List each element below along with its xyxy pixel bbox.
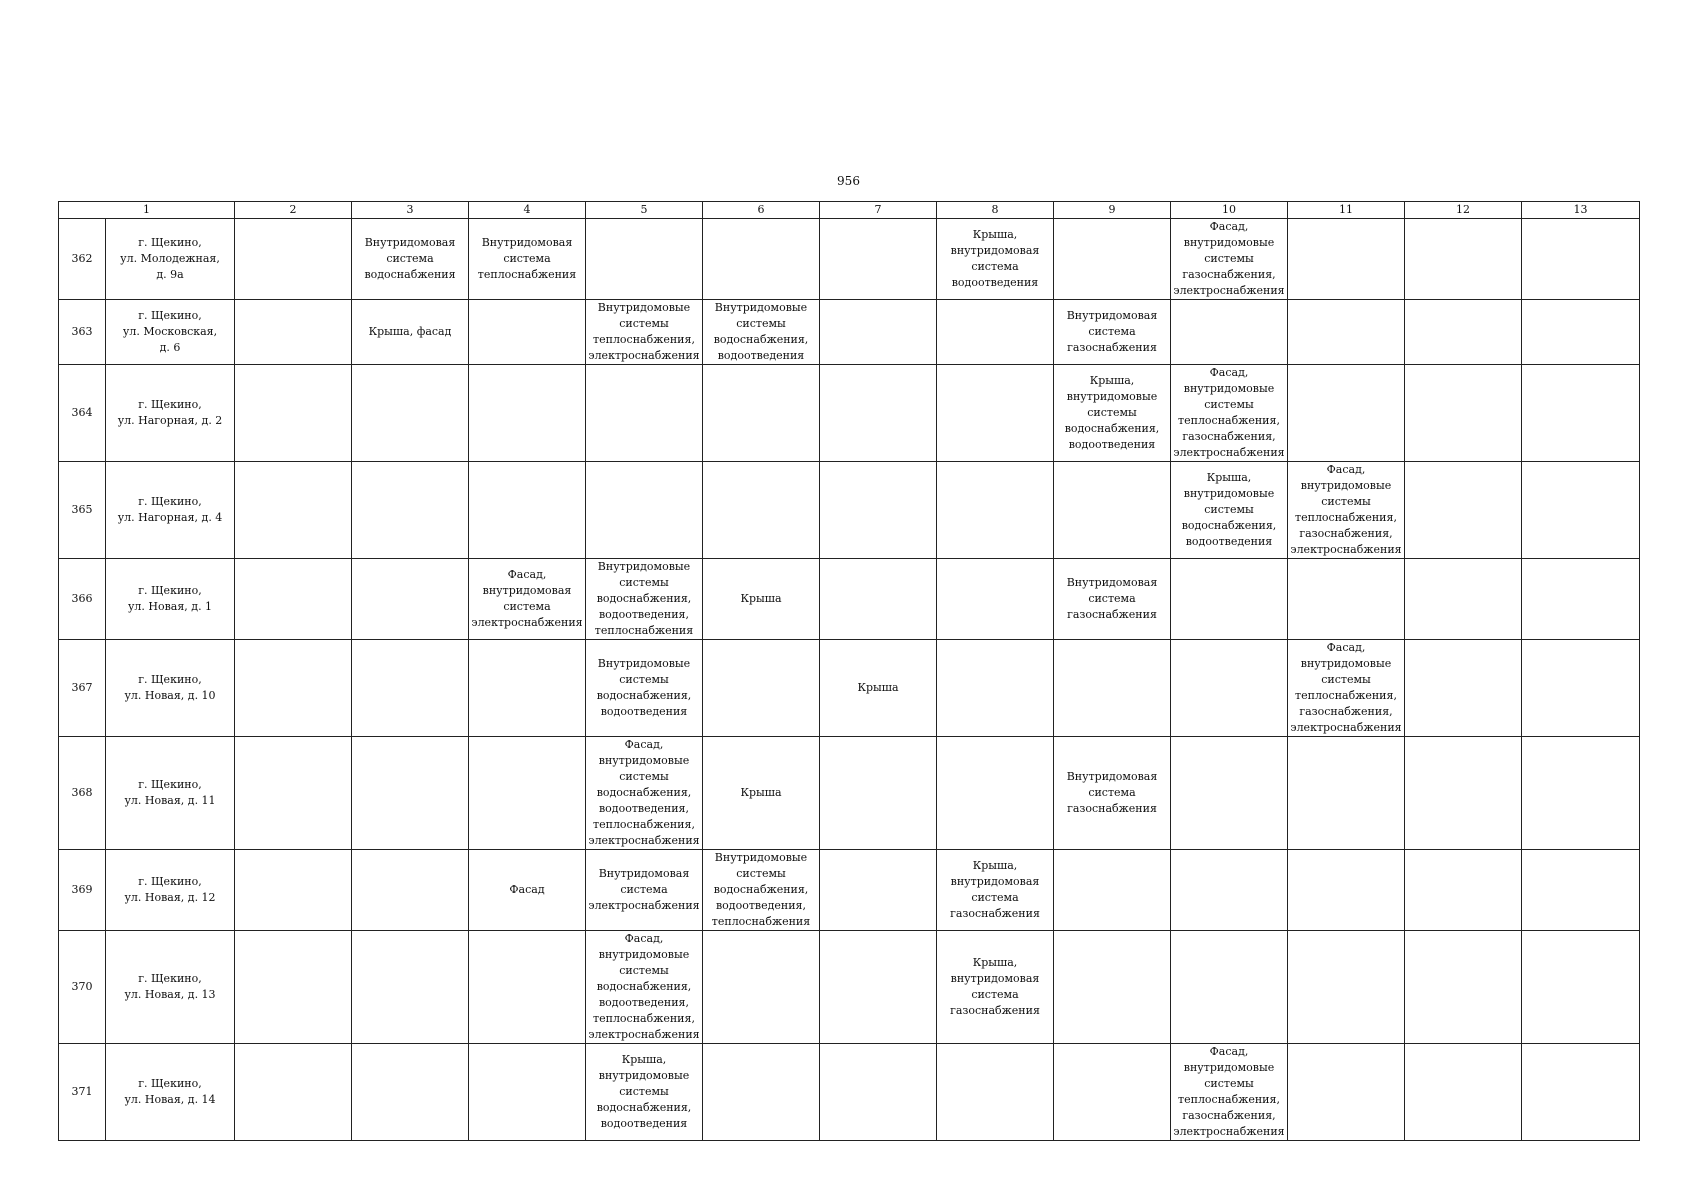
- row-number: 367: [59, 640, 106, 737]
- address-cell: г. Щекино, ул. Новая, д. 14: [106, 1044, 235, 1141]
- table-cell: [1171, 931, 1288, 1044]
- table-cell: [820, 462, 937, 559]
- table-cell: [703, 640, 820, 737]
- address-cell: г. Щекино, ул. Новая, д. 13: [106, 931, 235, 1044]
- address-cell: г. Щекино, ул. Нагорная, д. 2: [106, 365, 235, 462]
- table-cell: [937, 462, 1054, 559]
- column-header: 10: [1171, 202, 1288, 219]
- table-cell: [1405, 640, 1522, 737]
- table-cell: [1288, 300, 1405, 365]
- table-cell: [469, 640, 586, 737]
- table-cell: [469, 300, 586, 365]
- row-number: 362: [59, 219, 106, 300]
- table-cell: [1405, 365, 1522, 462]
- table-cell: [937, 365, 1054, 462]
- row-number: 371: [59, 1044, 106, 1141]
- page-number: 956: [837, 174, 860, 188]
- table-cell: [1054, 462, 1171, 559]
- table-cell: [937, 300, 1054, 365]
- table-row: [59, 850, 1640, 931]
- table-row: [59, 737, 1640, 850]
- table-cell: [1522, 1044, 1640, 1141]
- table-cell: [1522, 559, 1640, 640]
- table-cell: Крыша, внутридомовые системы водоснабжения, водоотведения: [1171, 462, 1288, 559]
- table-cell: [1405, 462, 1522, 559]
- table-cell: [235, 1044, 352, 1141]
- table-row: [59, 365, 1640, 462]
- table-cell: [1405, 559, 1522, 640]
- table-cell: Фасад, внутридомовые системы теплоснабжения, газоснабжения, электроснабжения: [1171, 1044, 1288, 1141]
- column-header: 2: [235, 202, 352, 219]
- table-cell: [1522, 737, 1640, 850]
- table-cell: Внутридомовые системы водоснабжения, водоотведения, теплоснабжения: [586, 559, 703, 640]
- row-number: 370: [59, 931, 106, 1044]
- table-cell: Фасад, внутридомовая система электроснабжения: [469, 559, 586, 640]
- column-header: 12: [1405, 202, 1522, 219]
- table-cell: Крыша, внутридомовые системы водоснабжения, водоотведения: [1054, 365, 1171, 462]
- table-cell: [820, 850, 937, 931]
- row-number: 368: [59, 737, 106, 850]
- column-header: 11: [1288, 202, 1405, 219]
- table-cell: [937, 1044, 1054, 1141]
- table-cell: [703, 462, 820, 559]
- table-row: [59, 931, 1640, 1044]
- table-cell: Внутридомовая система газоснабжения: [1054, 559, 1171, 640]
- column-header: 1: [59, 202, 235, 219]
- table-cell: Крыша: [703, 559, 820, 640]
- table-cell: [1522, 850, 1640, 931]
- table-cell: Крыша: [820, 640, 937, 737]
- column-header: 9: [1054, 202, 1171, 219]
- table-cell: [937, 737, 1054, 850]
- table-cell: Внутридомовая система газоснабжения: [1054, 737, 1171, 850]
- table-cell: [1171, 640, 1288, 737]
- table-cell: Крыша, внутридомовая система газоснабжения: [937, 931, 1054, 1044]
- table-cell: [235, 300, 352, 365]
- table-cell: Внутридомовые системы водоснабжения, водоотведения: [703, 300, 820, 365]
- table-cell: [1522, 300, 1640, 365]
- table-cell: Внутридомовые системы водоснабжения, водоотведения: [586, 640, 703, 737]
- address-cell: г. Щекино, ул. Новая, д. 11: [106, 737, 235, 850]
- table-cell: [1288, 737, 1405, 850]
- table-cell: [1522, 640, 1640, 737]
- table-row: [59, 462, 1640, 559]
- address-cell: г. Щекино, ул. Новая, д. 12: [106, 850, 235, 931]
- column-header: 5: [586, 202, 703, 219]
- table-cell: [1522, 462, 1640, 559]
- table-cell: [235, 365, 352, 462]
- address-cell: г. Щекино, ул. Нагорная, д. 4: [106, 462, 235, 559]
- table-cell: [352, 850, 469, 931]
- table-cell: [469, 931, 586, 1044]
- table-cell: [1054, 850, 1171, 931]
- column-header: 3: [352, 202, 469, 219]
- table-cell: [1288, 850, 1405, 931]
- table-cell: [1288, 219, 1405, 300]
- table-cell: [1171, 559, 1288, 640]
- table-cell: [1288, 1044, 1405, 1141]
- table-cell: [1171, 300, 1288, 365]
- table-cell: [352, 931, 469, 1044]
- table-cell: [820, 931, 937, 1044]
- table-cell: Фасад, внутридомовые системы водоснабжения, водоотведения, теплоснабжения, электроснабжения: [586, 737, 703, 850]
- table-cell: Фасад: [469, 850, 586, 931]
- table-cell: Фасад, внутридомовые системы теплоснабжения, газоснабжения, электроснабжения: [1288, 462, 1405, 559]
- table-cell: Фасад, внутридомовые системы теплоснабжения, газоснабжения, электроснабжения: [1171, 365, 1288, 462]
- table-row: [59, 1044, 1640, 1141]
- table-cell: [1405, 737, 1522, 850]
- table-row: [59, 559, 1640, 640]
- table-cell: [1405, 300, 1522, 365]
- table-cell: [820, 737, 937, 850]
- table-cell: [820, 365, 937, 462]
- table-cell: [703, 365, 820, 462]
- table-cell: Крыша, внутридомовые системы водоснабжения, водоотведения: [586, 1044, 703, 1141]
- table-cell: [820, 219, 937, 300]
- address-cell: г. Щекино, ул. Новая, д. 10: [106, 640, 235, 737]
- table-cell: [1405, 850, 1522, 931]
- table-cell: [235, 462, 352, 559]
- table-row: [59, 300, 1640, 365]
- address-cell: г. Щекино, ул. Московская, д. 6: [106, 300, 235, 365]
- table-cell: [703, 931, 820, 1044]
- table-row: [59, 640, 1640, 737]
- table-body: [59, 219, 1640, 1141]
- table-cell: [1054, 1044, 1171, 1141]
- table-cell: [703, 1044, 820, 1141]
- table-cell: [703, 219, 820, 300]
- table-cell: [820, 300, 937, 365]
- table-cell: Внутридомовая система электроснабжения: [586, 850, 703, 931]
- table-cell: [235, 559, 352, 640]
- table-cell: [1054, 931, 1171, 1044]
- table-cell: [1288, 365, 1405, 462]
- table-cell: [352, 559, 469, 640]
- column-header: 7: [820, 202, 937, 219]
- table-cell: [1288, 559, 1405, 640]
- address-cell: г. Щекино, ул. Молодежная, д. 9а: [106, 219, 235, 300]
- column-header: 13: [1522, 202, 1640, 219]
- table-cell: [1171, 737, 1288, 850]
- repair-schedule-table: [58, 201, 1640, 1141]
- table-cell: Внутридомовая система водоснабжения: [352, 219, 469, 300]
- table-cell: [469, 1044, 586, 1141]
- table-cell: [469, 365, 586, 462]
- table-cell: [586, 365, 703, 462]
- table-cell: Фасад, внутридомовые системы газоснабжения, электроснабжения: [1171, 219, 1288, 300]
- table-cell: [235, 931, 352, 1044]
- table-cell: [1405, 931, 1522, 1044]
- table-cell: Фасад, внутридомовые системы водоснабжения, водоотведения, теплоснабжения, электроснабжения: [586, 931, 703, 1044]
- column-header: 6: [703, 202, 820, 219]
- table-cell: [235, 219, 352, 300]
- address-cell: г. Щекино, ул. Новая, д. 1: [106, 559, 235, 640]
- table-row: [59, 219, 1640, 300]
- table-cell: [586, 462, 703, 559]
- table-cell: Внутридомовые системы водоснабжения, водоотведения, теплоснабжения: [703, 850, 820, 931]
- table-cell: [1054, 640, 1171, 737]
- table-cell: [235, 850, 352, 931]
- table-cell: Крыша, фасад: [352, 300, 469, 365]
- table-cell: Крыша: [703, 737, 820, 850]
- table-cell: Крыша, внутридомовая система газоснабжения: [937, 850, 1054, 931]
- table-cell: [937, 640, 1054, 737]
- row-number: 366: [59, 559, 106, 640]
- table-cell: [1522, 219, 1640, 300]
- table-cell: [469, 462, 586, 559]
- table-cell: [235, 737, 352, 850]
- table-cell: Крыша, внутридомовая система водоотведения: [937, 219, 1054, 300]
- table-cell: [469, 737, 586, 850]
- table-cell: Фасад, внутридомовые системы теплоснабжения, газоснабжения, электроснабжения: [1288, 640, 1405, 737]
- column-header: 4: [469, 202, 586, 219]
- table-cell: [1054, 219, 1171, 300]
- table-cell: [820, 559, 937, 640]
- table-cell: Внутридомовая система газоснабжения: [1054, 300, 1171, 365]
- table-cell: [352, 640, 469, 737]
- table-cell: [1288, 931, 1405, 1044]
- table-cell: [1522, 365, 1640, 462]
- table-cell: [352, 737, 469, 850]
- table-cell: [235, 640, 352, 737]
- table-cell: [1522, 931, 1640, 1044]
- table-cell: [586, 219, 703, 300]
- table-cell: Внутридомовая система теплоснабжения: [469, 219, 586, 300]
- row-number: 369: [59, 850, 106, 931]
- table-cell: [1405, 219, 1522, 300]
- table-cell: [352, 365, 469, 462]
- table-cell: Внутридомовые системы теплоснабжения, электроснабжения: [586, 300, 703, 365]
- row-number: 364: [59, 365, 106, 462]
- table-cell: [937, 559, 1054, 640]
- row-number: 363: [59, 300, 106, 365]
- table-cell: [352, 462, 469, 559]
- table-cell: [352, 1044, 469, 1141]
- table-cell: [1405, 1044, 1522, 1141]
- column-header: 8: [937, 202, 1054, 219]
- table-cell: [1171, 850, 1288, 931]
- header-row: [59, 202, 1640, 219]
- row-number: 365: [59, 462, 106, 559]
- table-cell: [820, 1044, 937, 1141]
